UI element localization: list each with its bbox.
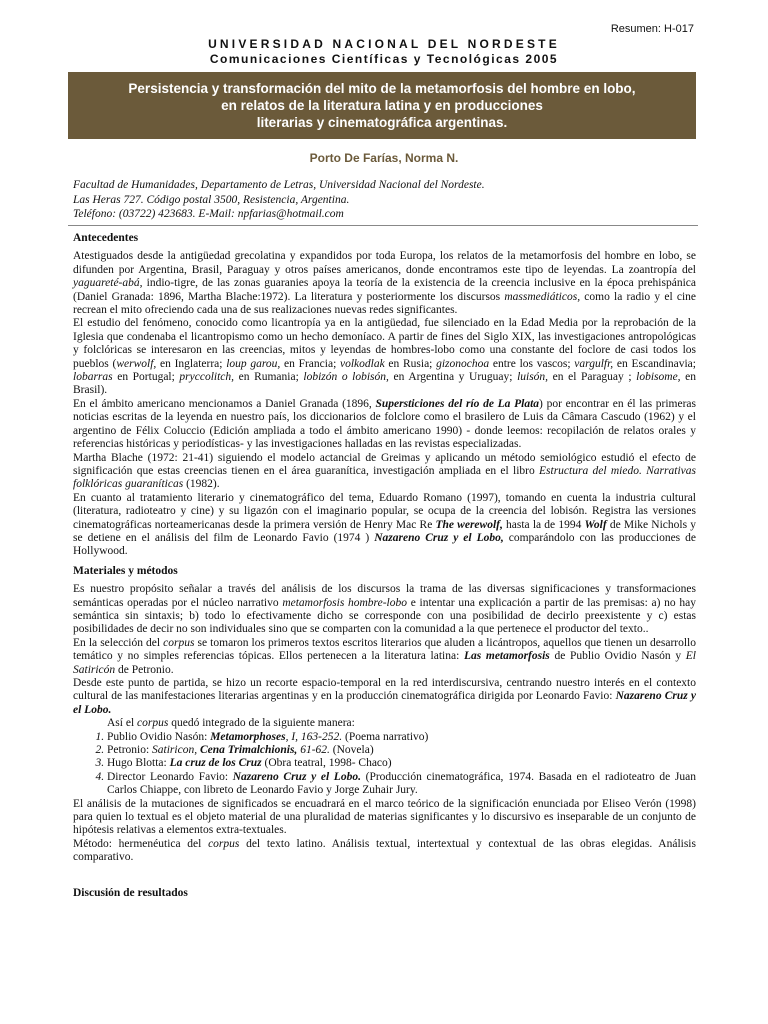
section-heading-antecedentes: Antecedentes <box>73 232 139 244</box>
title-banner <box>68 72 696 139</box>
list-item: 3. Hugo Blotta: La cruz de los Cruz (Obra teatral, 1998- Chaco) <box>107 757 696 770</box>
paragraph: Atestiguados desde la antigüedad grecolatina y expandidos por toda Europa, los relatos de la metamorfosis del hombre en lobo, se difunden por Argentina, Brasil, Paraguay y otros países americanos, donde encontramos este tipo de leyendas. La zoantropía del yaguareté-abá, indio-tigre, de las zonas guaranies apoya la teoría de la existencia de la creencia inclusive en la época prehispánica (Daniel Granada: 1896, Martha Blache:1972). La literatura y posteriormente los discursos massmediáticos, como la radio y el cine recrean el mito ofreciendo cada una de sus realizaciones nuevas redes significantes. <box>73 250 696 317</box>
author-name: Porto De Farías, Norma N. <box>309 151 459 165</box>
section-heading-discusion: Discusión de resultados <box>73 886 188 899</box>
paragraph: Martha Blache (1972: 21-41) siguiendo el modelo actancial de Greimas y aplicando un método semiológico estudió el efecto de significación que estas creencias tienen en el área guaranítica, investigación ampliada en el libro Estructura del miedo. Narrativas folklóricas guaraníticas (1982). <box>73 451 696 491</box>
document-body <box>73 229 696 900</box>
divider <box>68 225 698 226</box>
affiliation-contact: Teléfono: (03722) 423683. E-Mail: npfarias@hotmail.com <box>73 208 344 221</box>
title-line: literarias y cinematográfica argentinas. <box>256 115 508 130</box>
paragraph: El estudio del fenómeno, conocido como licantropía ya en la antigüedad, fue silenciado en la Edad Media por la reprobación de la Iglesia que condenaba el licantropismo como un hecho demoníaco. A partir de fines del Siglo XIX, las investigaciones antropológicas y folclóricas se interesaron en las creencias, mitos y leyendas de hombres-lobo como una constante del foclore de casi todos los pueblos (werwolf, en Inglaterra; loup garou, en Francia; volkodlak en Rusia; gizonochoa entre los vascos; vargulfr, en Escandinavia; lobarras en Portugal; pryccolitch, en Rumania; lobizón o lobisón, en Argentina y Uruguay; luisón, en el Paraguay ; lobisome, en Brasil). <box>73 317 697 397</box>
title-line: Persistencia y transformación del mito de la metamorfosis del hombre en lobo, <box>128 81 636 96</box>
paragraph: Así el corpus quedó integrado de la siguiente manera: <box>107 717 355 730</box>
list-item: 1. Publio Ovidio Nasón: Metamorphoses, I, 163-252. (Poema narrativo) <box>107 731 696 744</box>
affiliation-line: Facultad de Humanidades, Departamento de Letras, Universidad Nacional del Nordeste. <box>73 179 485 191</box>
university-name: UNIVERSIDAD NACIONAL DEL NORDESTE <box>208 37 560 51</box>
resumen-code: Resumen: H-017 <box>610 23 694 35</box>
paragraph: Desde este punto de partida, se hizo un recorte espacio-temporal en la red interdiscursiva, centrando nuestro interés en el contexto cultural de las manifestaciones literarias argentinas y en la producción cinematográfica dirigida por Leonardo Favio: Nazareno Cruz y el Lobo. <box>73 677 696 716</box>
paragraph: Es nuestro propósito señalar a través del análisis de los discursos la trama de las diversas significaciones y transformaciones semánticas operadas por el núcleo narrativo metamorfosis hombre-lobo e intentar una explicación a partir de las premisas: a) no hay semántica sin sintaxis; b) todo lo efectivamente dicho se corresponde con una posibilidad de decirlo preexistente y c) estas posibilidades de decir no son individuales sino que se comparten con la comunidad a la que pertenece el productor del texto.. <box>73 583 696 636</box>
conference-name: Comunicaciones Científicas y Tecnológicas 2005 <box>209 52 559 66</box>
affiliation-line: Las Heras 727. Código postal 3500, Resistencia, Argentina. <box>73 193 350 206</box>
paragraph: En el ámbito americano mencionamos a Daniel Granada (1896, Supersticiones del río de La Plata) por encontrar en él las primeras noticias escritas de la leyenda en nuestro país, los diccionarios de folclore como el brasilero de Luis da Câmara Cascudo (1962) y el argentino de Félix Coluccio (Edición ampliada a todo el ámbito americano 1990) - donde leemos: recopilación de relatos orales y referencias históricas y periodísticas- y las investigaciones halladas en las revistas especializadas. <box>73 397 696 451</box>
paragraph: El análisis de la mutaciones de significados se encuadrará en el marco teórico de la significación enunciada por Eliseo Verón (1998) para quien lo textual es el objeto material de una pluralidad de materias significantes y lo discursivo es inseparable de un conjunto de hipótesis relativas a elementos extra-textuales. <box>73 797 696 837</box>
title-line: en relatos de la literatura latina y en producciones <box>221 98 543 113</box>
paragraph: En cuanto al tratamiento literario y cinematográfico del tema, Eduardo Romano (1997), tomando en cuenta la industria cultural (literatura, radioteatro y cine) y su ligazón con el imaginario popular, se ocupa de la creencia del lobisón. Registra las versiones cinematográficas norteamericanas desde la primera versión de Henry Mac Re The werewolf, hasta la de 1994 Wolf de Mike Nichols y se detiene en el análisis del film de Leonardo Favio (1974 ) Nazareno Cruz y el Lobo, comparándolo con las producciones de Hollywood. <box>73 491 696 558</box>
section-heading-materiales: Materiales y métodos <box>73 564 178 577</box>
corpus-list <box>73 731 696 798</box>
list-item: 4. Director Leonardo Favio: Nazareno Cruz y el Lobo. (Producción cinematográfica, 1974. Basada en el radioteatro de Juan Carlos Chiappe, con libreto de Leonardo Favio y Jorge Zuhair Jury. <box>107 771 696 798</box>
list-item: 2. Petronio: Satiricon, Cena Trimalchionis, 61-62. (Novela) <box>107 744 696 757</box>
affiliation <box>73 178 485 222</box>
paragraph: Método: hermenéutica del corpus del texto latino. Análisis textual, intertextual y contextual de las obras elegidas. Análisis comparativo. <box>73 837 696 864</box>
paragraph: En la selección del corpus se tomaron los primeros textos escritos literarios que aluden a licántropos, aquellos que tienen un desarrollo temático y no simples referencias tópicas. Ellos pertenecen a la literatura latina: Las metamorfosis de Publio Ovidio Nasón y El Satiricón de Petronio. <box>73 636 696 676</box>
